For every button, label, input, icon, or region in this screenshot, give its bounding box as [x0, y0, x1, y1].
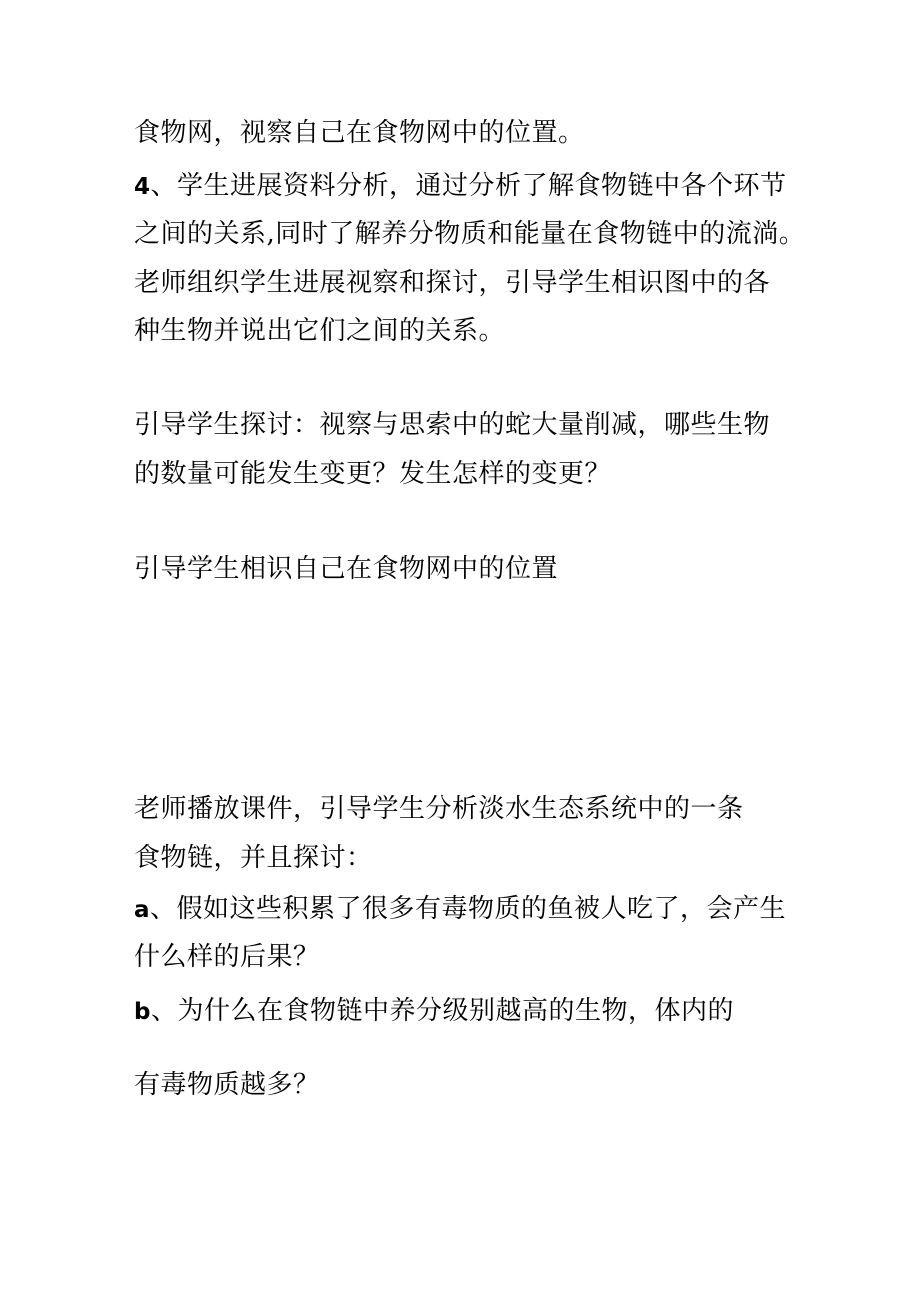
paragraph-line — [134, 118, 585, 149]
line-text: 老师组织学生进展视察和探讨，引导学生相识图中的各 — [134, 268, 771, 298]
paragraph-line — [134, 171, 787, 202]
list-marker: a — [134, 897, 151, 923]
line-text: 什么样的后果？ — [134, 942, 320, 972]
paragraph-line — [134, 894, 786, 925]
line-text: 、为什么在食物链中养分级别越高的生物，体内的 — [150, 996, 734, 1026]
list-marker: b — [134, 999, 151, 1025]
line-text: 引导学生探讨：视察与思索中的蛇大量削减，哪些生物 — [134, 410, 771, 440]
line-text: 有毒物质越多？ — [134, 1070, 320, 1100]
line-text: 、学生进展资料分析，通过分析了解食物链中各个环节 — [150, 171, 787, 201]
paragraph-line — [134, 1070, 320, 1101]
line-text: 老师播放课件，引导学生分析淡水生态系统中的一条 — [134, 794, 744, 824]
line-text: 种生物并说出它们之间的关系。 — [134, 316, 506, 346]
line-text: 之间的关系,同时了解养分物质和能量在食物链中的流淌。 — [134, 219, 806, 249]
paragraph-line — [134, 843, 373, 874]
paragraph-line — [134, 268, 770, 299]
line-text: 的数量可能发生变更？发生怎样的变更？ — [134, 459, 612, 489]
paragraph-line — [134, 996, 734, 1027]
paragraph-line — [134, 410, 770, 441]
paragraph-line — [134, 316, 505, 347]
paragraph-line — [134, 942, 320, 973]
paragraph-line — [134, 459, 611, 490]
line-text: 引导学生相识自己在食物网中的位置 — [134, 554, 559, 584]
line-text: 食物网，视察自己在食物网中的位置。 — [134, 118, 585, 148]
paragraph-line — [134, 554, 558, 585]
paragraph-line — [134, 794, 744, 825]
list-marker: 4 — [134, 174, 151, 200]
line-text: 、假如这些积累了很多有毒物质的鱼被人吃了，会产生 — [150, 894, 787, 924]
paragraph-line — [134, 219, 805, 250]
line-text: 食物链，并且探讨： — [134, 843, 373, 873]
